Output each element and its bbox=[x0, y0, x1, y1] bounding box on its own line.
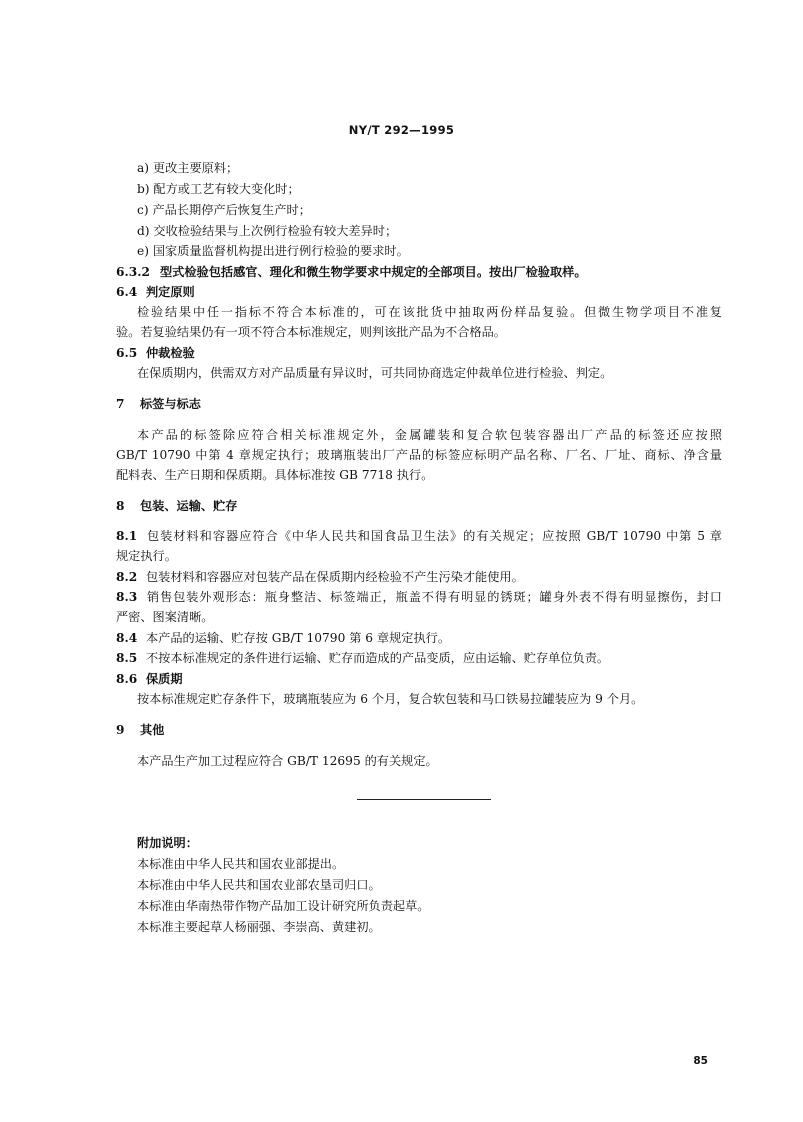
clause-6-4-heading bbox=[116, 284, 195, 300]
list-item-e: e) 国家质量监督机构提出进行例行检验的要求时。 bbox=[137, 244, 409, 258]
clause-text: 包装材料和容器应符合《中华人民共和国食品卫生法》的有关规定；应按照 GB/T 10790 中第 5 章 bbox=[146, 529, 722, 543]
section-7-line-2: GB/T 10790 中第 4 章规定执行；玻璃瓶装出厂产品的标签应标明产品名称、厂名、厂址、商标、净含量 bbox=[116, 448, 722, 462]
page-header-standard-code: NY/T 292—1995 bbox=[348, 123, 455, 137]
clause-text: 包装材料和容器应对包装产品在保质期内经检验不产生污染才能使用。 bbox=[146, 570, 524, 584]
clause-text: 本产品的运输、贮存按 GB/T 10790 第 6 章规定执行。 bbox=[146, 631, 451, 645]
clause-6-4-line-2: 验。若复验结果仍有一项不符合本标准规定，则判该批产品为不合格品。 bbox=[116, 325, 506, 339]
clause-title: 判定原则 bbox=[146, 285, 195, 299]
notes-line-1: 本标准由中华人民共和国农业部提出。 bbox=[137, 857, 345, 871]
section-number: 7 bbox=[116, 397, 125, 411]
clause-6-4-line-1: 检验结果中任一指标不符合本标准的，可在该批货中抽取两份样品复验。但微生物学项目不准复 bbox=[137, 305, 722, 319]
page-number: 85 bbox=[693, 1055, 708, 1067]
clause-number: 8.2 bbox=[116, 570, 138, 584]
clause-number: 8.5 bbox=[116, 651, 138, 665]
notes-line-4: 本标准主要起草人杨丽强、李崇高、黄建初。 bbox=[137, 920, 381, 934]
section-9-text: 本产品生产加工过程应符合 GB/T 12695 的有关规定。 bbox=[137, 754, 438, 768]
clause-number: 8.6 bbox=[116, 672, 138, 686]
clause-title: 保质期 bbox=[146, 672, 183, 686]
clause-8-3-line-1 bbox=[116, 589, 722, 605]
list-item-b: b) 配方或工艺有较大变化时； bbox=[137, 182, 300, 196]
clause-6-5-line-1: 在保质期内，供需双方对产品质量有异议时，可共同协商选定仲裁单位进行检验、判定。 bbox=[137, 366, 613, 380]
clause-number: 8.4 bbox=[116, 631, 138, 645]
clause-number: 6.4 bbox=[116, 285, 138, 299]
clause-title: 仲裁检验 bbox=[146, 346, 195, 360]
clause-8-1-line-2: 规定执行。 bbox=[116, 549, 177, 563]
clause-8-6-text: 按本标准规定贮存条件下，玻璃瓶装应为 6 个月，复合软包装和马口铁易拉罐装应为 9 个月。 bbox=[137, 692, 644, 706]
clause-8-2 bbox=[116, 569, 524, 585]
list-item-c: c) 产品长期停产后恢复生产时； bbox=[137, 203, 311, 217]
end-rule-divider bbox=[357, 799, 491, 800]
clause-6-5-heading bbox=[116, 345, 195, 361]
notes-line-3: 本标准由华南热带作物产品加工设计研究所负责起草。 bbox=[137, 899, 430, 913]
section-number: 8 bbox=[116, 499, 125, 513]
section-number: 9 bbox=[116, 723, 125, 737]
clause-number: 6.5 bbox=[116, 346, 138, 360]
section-7-line-3: 配料表、生产日期和保质期。具体标准按 GB 7718 执行。 bbox=[116, 468, 434, 482]
clause-8-3-line-2: 严密、图案清晰。 bbox=[116, 610, 214, 624]
list-item-a: a) 更改主要原料； bbox=[137, 161, 239, 175]
list-item-d: d) 交收检验结果与上次例行检验有较大差异时； bbox=[137, 224, 398, 238]
clause-text: 不按本标准规定的条件进行运输、贮存而造成的产品变质，应由运输、贮存单位负责。 bbox=[146, 651, 610, 665]
section-title: 标签与标志 bbox=[140, 397, 201, 411]
clause-6-3-2 bbox=[116, 264, 587, 280]
clause-number: 8.3 bbox=[116, 590, 138, 604]
section-title: 包装、运输、贮存 bbox=[140, 499, 238, 513]
clause-8-5 bbox=[116, 650, 609, 666]
clause-8-1-line-1 bbox=[116, 528, 722, 544]
section-7-heading bbox=[116, 396, 201, 412]
clause-number: 8.1 bbox=[116, 529, 138, 543]
clause-number: 6.3.2 bbox=[116, 265, 150, 279]
section-title: 其他 bbox=[140, 723, 165, 737]
section-9-heading bbox=[116, 722, 164, 738]
section-7-line-1: 本产品的标签除应符合相关标准规定外，金属罐装和复合软包装容器出厂产品的标签还应按照 bbox=[137, 428, 722, 442]
clause-text: 型式检验包括感官、理化和微生物学要求中规定的全部项目。按出厂检验取样。 bbox=[160, 265, 587, 279]
notes-title: 附加说明： bbox=[137, 836, 198, 850]
section-8-heading bbox=[116, 498, 238, 514]
clause-text: 销售包装外观形态：瓶身整洁、标签端正，瓶盖不得有明显的锈斑；罐身外表不得有明显擦伤，封口 bbox=[146, 590, 722, 604]
clause-8-6-heading bbox=[116, 671, 183, 687]
notes-line-2: 本标准由中华人民共和国农业部农垦司归口。 bbox=[137, 878, 381, 892]
clause-8-4 bbox=[116, 630, 450, 646]
